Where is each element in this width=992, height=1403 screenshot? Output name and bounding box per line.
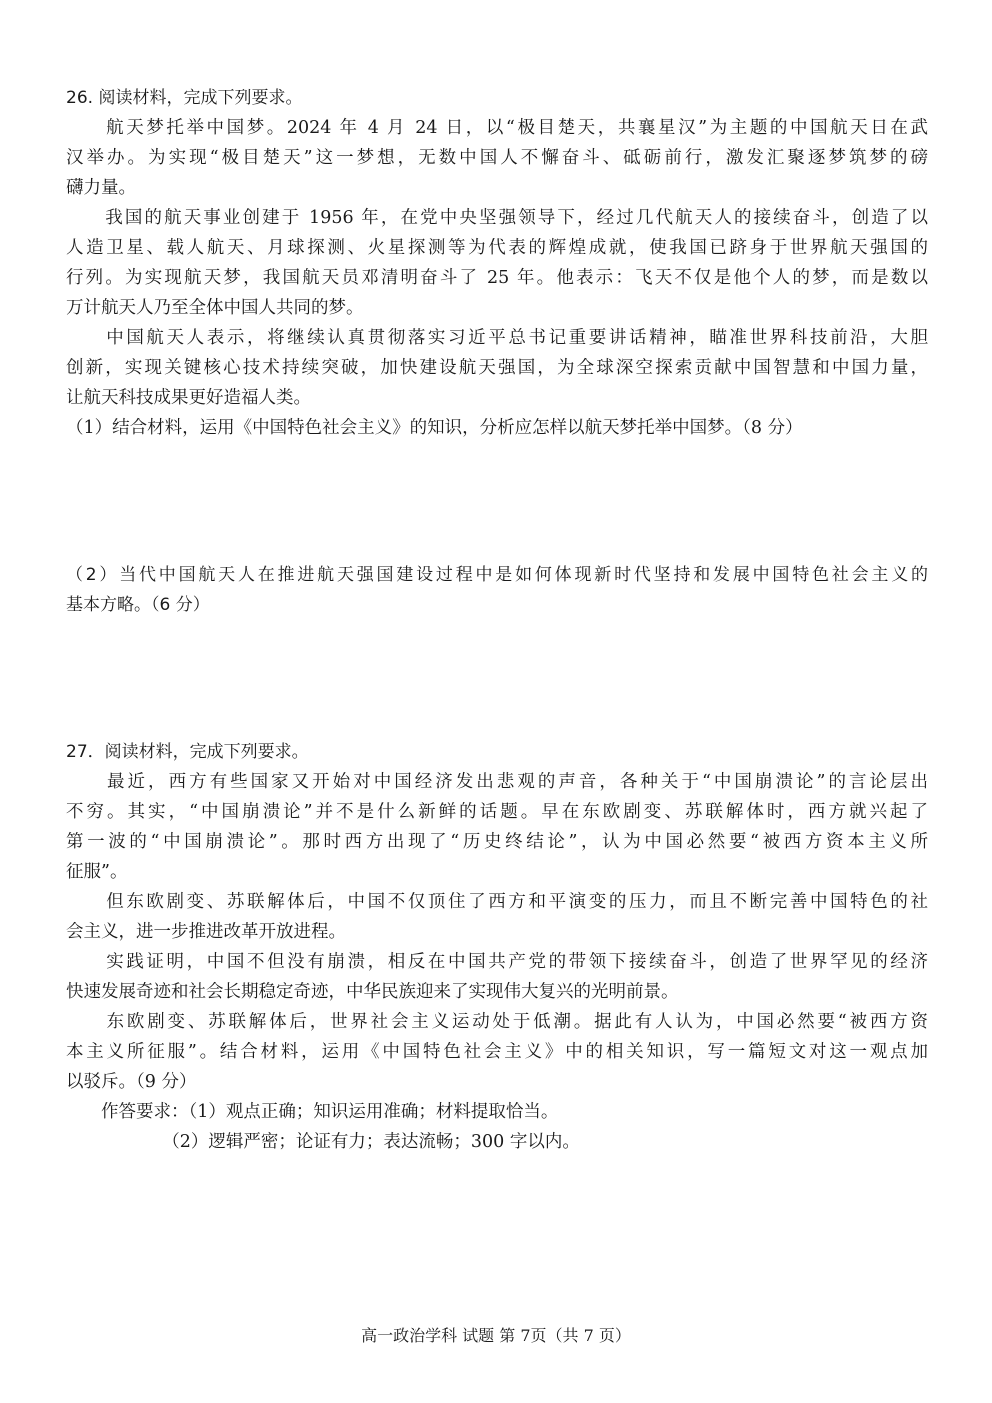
q27-p4-line1: 东欧剧变、苏联解体后，世界社会主义运动处于低潮。据此有人认为，中国必然要“被西方资: [66, 1012, 928, 1032]
page-footer: 高一政治学科 试题 第 7页（共 7 页）: [361, 1326, 631, 1345]
q27-p1-line2: 不穷。其实，“中国崩溃论”并不是什么新鲜的话题。早在东欧剧变、苏联解体时，西方就兴起了: [66, 802, 928, 822]
q26-sub2-line1: （2）当代中国航天人在推进航天强国建设过程中是如何体现新时代坚持和发展中国特色社会主义的: [66, 565, 928, 585]
q26-p3-line3: 让航天科技成果更好造福人类。: [66, 388, 311, 408]
q26-p2-line2: 人造卫星、载人航天、月球探测、火星探测等为代表的辉煌成就，使我国已跻身于世界航天强国的: [66, 238, 928, 258]
q26-sub2-line2: 基本方略。（6 分）: [66, 595, 210, 615]
q26-p2-line3: 行列。为实现航天梦，我国航天员邓清明奋斗了 25 年。他表示：飞天不仅是他个人的梦，而是数以: [66, 268, 928, 288]
q27-p1-line1: 最近，西方有些国家又开始对中国经济发出悲观的声音，各种关于“中国崩溃论”的言论层出: [66, 772, 928, 792]
q27-p3-line1: 实践证明，中国不但没有崩溃，相反在中国共产党的带领下接续奋斗，创造了世界罕见的经济: [66, 952, 928, 972]
q27-p1-line3: 第一波的“中国崩溃论”。那时西方出现了“历史终结论”，认为中国必然要“被西方资本主义所: [66, 832, 928, 852]
q26-p3-line2: 创新，实现关键核心技术持续突破，加快建设航天强国，为全球深空探索贡献中国智慧和中国力量，: [66, 358, 928, 378]
q26-sub1: （1）结合材料，运用《中国特色社会主义》的知识，分析应怎样以航天梦托举中国梦。（8 分）: [66, 418, 803, 438]
q26-title: 26. 阅读材料，完成下列要求。: [66, 88, 303, 108]
q27-p1-line4: 征服”。: [66, 862, 128, 882]
q27-p4-line2: 本主义所征服”。结合材料，运用《中国特色社会主义》中的相关知识，写一篇短文对这一观点加: [66, 1042, 928, 1062]
q27-title: 27．阅读材料，完成下列要求。: [66, 742, 309, 762]
q27-p3-line2: 快速发展奇迹和社会长期稳定奇迹，中华民族迎来了实现伟大复兴的光明前景。: [66, 982, 679, 1002]
q27-requirement-2: （2）逻辑严密；论证有力；表达流畅；300 字以内。: [66, 1132, 580, 1152]
q26-p2-line1: 我国的航天事业创建于 1956 年，在党中央坚强领导下，经过几代航天人的接续奋斗，创造了以: [66, 208, 928, 228]
q26-p2-line4: 万计航天人乃至全体中国人共同的梦。: [66, 298, 364, 318]
q27-p2-line2: 会主义，进一步推进改革开放进程。: [66, 922, 346, 942]
q26-p3-line1: 中国航天人表示，将继续认真贯彻落实习近平总书记重要讲话精神，瞄准世界科技前沿，大胆: [66, 328, 928, 348]
q27-p4-line3: 以驳斥。（9 分）: [66, 1072, 197, 1092]
q26-p1-line1: 航天梦托举中国梦。2024 年 4 月 24 日，以“极目楚天，共襄星汉”为主题的中国航天日在武: [66, 118, 928, 138]
q27-requirement-1: 作答要求：（1）观点正确；知识运用准确；材料提取恰当。: [66, 1102, 559, 1122]
q26-p1-line3: 礴力量。: [66, 178, 136, 198]
q27-p2-line1: 但东欧剧变、苏联解体后，中国不仅顶住了西方和平演变的压力，而且不断完善中国特色的社: [66, 892, 928, 912]
q26-p1-line2: 汉举办。为实现“极目楚天”这一梦想，无数中国人不懈奋斗、砥砺前行，激发汇聚逐梦筑梦的磅: [66, 148, 928, 168]
